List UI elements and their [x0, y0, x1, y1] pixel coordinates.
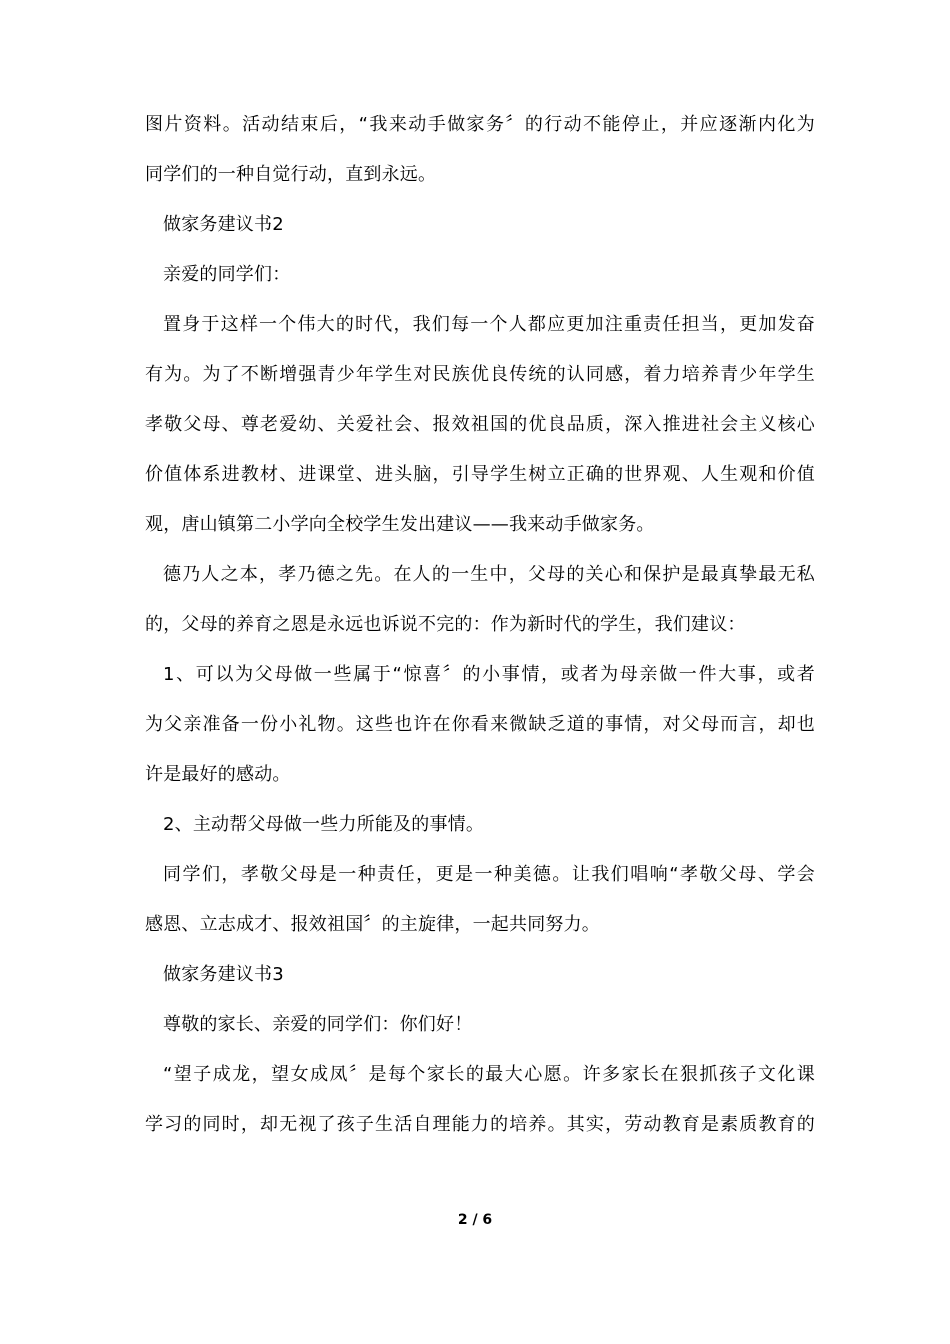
paragraph-line: 图片资料。活动结束后，“我来动手做家务〞的行动不能停止，并应逐渐内化为	[145, 114, 815, 135]
list-item-line: 2、主动帮父母做一些力所能及的事情。	[163, 814, 485, 835]
list-item-line: 为父亲准备一份小礼物。这些也许在你看来微缺乏道的事情，对父母而言，却也	[145, 714, 815, 735]
paragraph-line: 感恩、立志成才、报效祖国〞的主旋律，一起共同努力。	[145, 914, 600, 935]
paragraph-line: “望子成龙，望女成凤〞是每个家长的最大心愿。许多家长在狠抓孩子文化课	[163, 1064, 815, 1085]
paragraph-line: 同学们，孝敬父母是一种责任，更是一种美德。让我们唱响“孝敬父母、学会	[163, 864, 815, 885]
list-item-line: 许是最好的感动。	[145, 764, 291, 785]
document-body	[145, 100, 815, 1150]
paragraph-line: 学习的同时，却无视了孩子生活自理能力的培养。其实，劳动教育是素质教育的	[145, 1114, 815, 1135]
paragraph-line: 置身于这样一个伟大的时代，我们每一个人都应更加注重责任担当，更加发奋	[163, 314, 815, 335]
paragraph-line: 德乃人之本，孝乃德之先。在人的一生中，父母的关心和保护是最真挚最无私	[163, 564, 815, 585]
paragraph-line: 有为。为了不断增强青少年学生对民族优良传统的认同感，着力培养青少年学生	[145, 364, 815, 385]
paragraph-line: 价值体系进教材、进课堂、进头脑，引导学生树立正确的世界观、人生观和价值	[145, 464, 815, 485]
page-number: 2 / 6	[457, 1212, 493, 1228]
section-heading: 做家务建议书2	[163, 214, 284, 235]
list-item-line: 1、可以为父母做一些属于“惊喜〞的小事情，或者为母亲做一件大事，或者	[163, 664, 815, 685]
salutation: 尊敬的家长、亲爱的同学们：你们好！	[163, 1014, 473, 1035]
paragraph-line: 观，唐山镇第二小学向全校学生发出建议——我来动手做家务。	[145, 514, 655, 535]
paragraph-line: 的，父母的养育之恩是永远也诉说不完的：作为新时代的学生，我们建议：	[145, 614, 746, 635]
paragraph-line: 孝敬父母、尊老爱幼、关爱社会、报效祖国的优良品质，深入推进社会主义核心	[145, 414, 815, 435]
salutation: 亲爱的同学们：	[163, 264, 291, 285]
section-heading: 做家务建议书3	[163, 964, 284, 985]
paragraph-line: 同学们的一种自觉行动，直到永远。	[145, 164, 437, 185]
